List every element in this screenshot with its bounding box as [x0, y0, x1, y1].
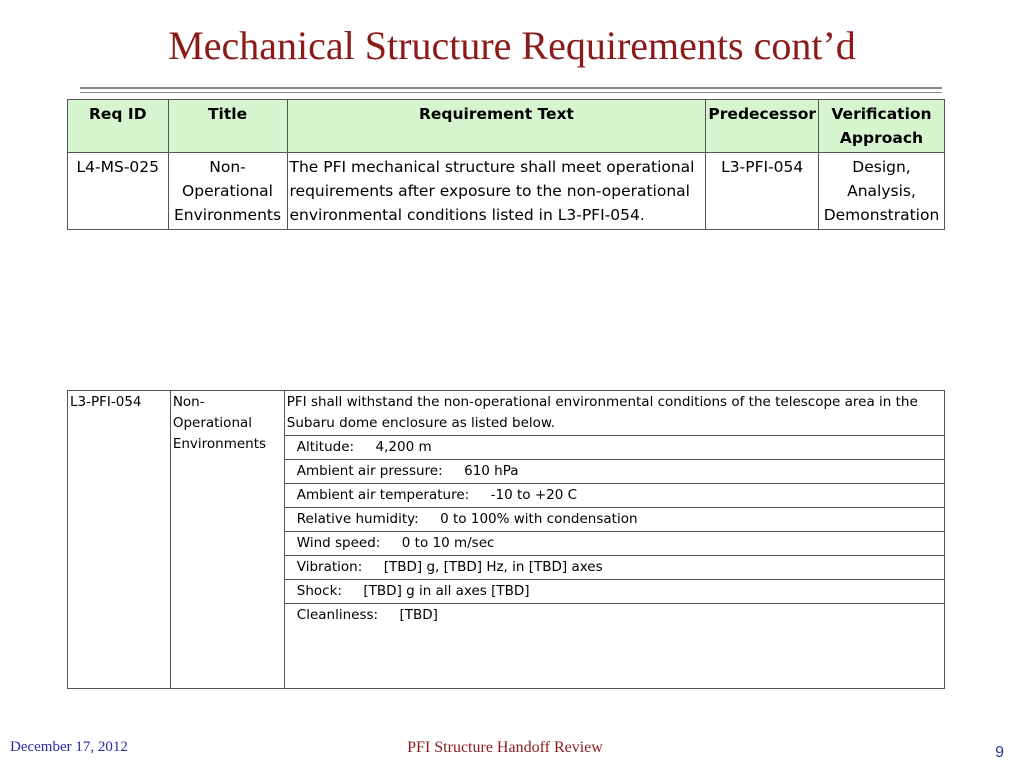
condition-temperature: Ambient air temperature: -10 to +20 C	[284, 484, 944, 508]
header-predecessor: Predecessor	[706, 100, 819, 153]
table-row	[68, 391, 945, 436]
condition-shock: Shock: [TBD] g in all axes [TBD]	[284, 580, 944, 604]
cell-predecessor: L3-PFI-054	[706, 153, 819, 230]
table-header-row	[68, 100, 945, 153]
condition-wind: Wind speed: 0 to 10 m/sec	[284, 532, 944, 556]
cell-verification: Design, Analysis, Demonstration	[819, 153, 945, 230]
title-divider-top	[80, 87, 942, 89]
cell-title: Non-Operational Environments	[168, 153, 287, 230]
requirements-table	[67, 99, 945, 230]
condition-pressure: Ambient air pressure: 610 hPa	[284, 460, 944, 484]
l3-requirement-table	[67, 390, 945, 689]
condition-altitude: Altitude: 4,200 m	[284, 436, 944, 460]
page-number: 9	[995, 744, 1004, 761]
condition-cleanliness: Cleanliness: [TBD]	[284, 604, 944, 689]
cell-l3-id: L3-PFI-054	[68, 391, 171, 689]
table-row	[68, 153, 945, 230]
header-verification-approach: Verification Approach	[819, 100, 945, 153]
header-req-id: Req ID	[68, 100, 169, 153]
footer-date: December 17, 2012	[10, 739, 128, 755]
slide-title: Mechanical Structure Requirements cont’d	[168, 23, 856, 68]
cell-l3-title: Non-Operational Environments	[170, 391, 284, 689]
header-title: Title	[168, 100, 287, 153]
header-requirement-text: Requirement Text	[287, 100, 706, 153]
condition-humidity: Relative humidity: 0 to 100% with condensation	[284, 508, 944, 532]
condition-vibration: Vibration: [TBD] g, [TBD] Hz, in [TBD] axes	[284, 556, 944, 580]
cell-requirement-text: The PFI mechanical structure shall meet operational requirements after exposure to the non-operational environmental conditions listed in L3-PFI-054.	[287, 153, 706, 230]
footer-presentation-title: PFI Structure Handoff Review	[407, 739, 603, 756]
cell-l3-intro: PFI shall withstand the non-operational environmental conditions of the telescope area in the Subaru dome enclosure as listed below.	[284, 391, 944, 436]
title-divider-bottom	[80, 92, 942, 93]
cell-req-id: L4-MS-025	[68, 153, 169, 230]
